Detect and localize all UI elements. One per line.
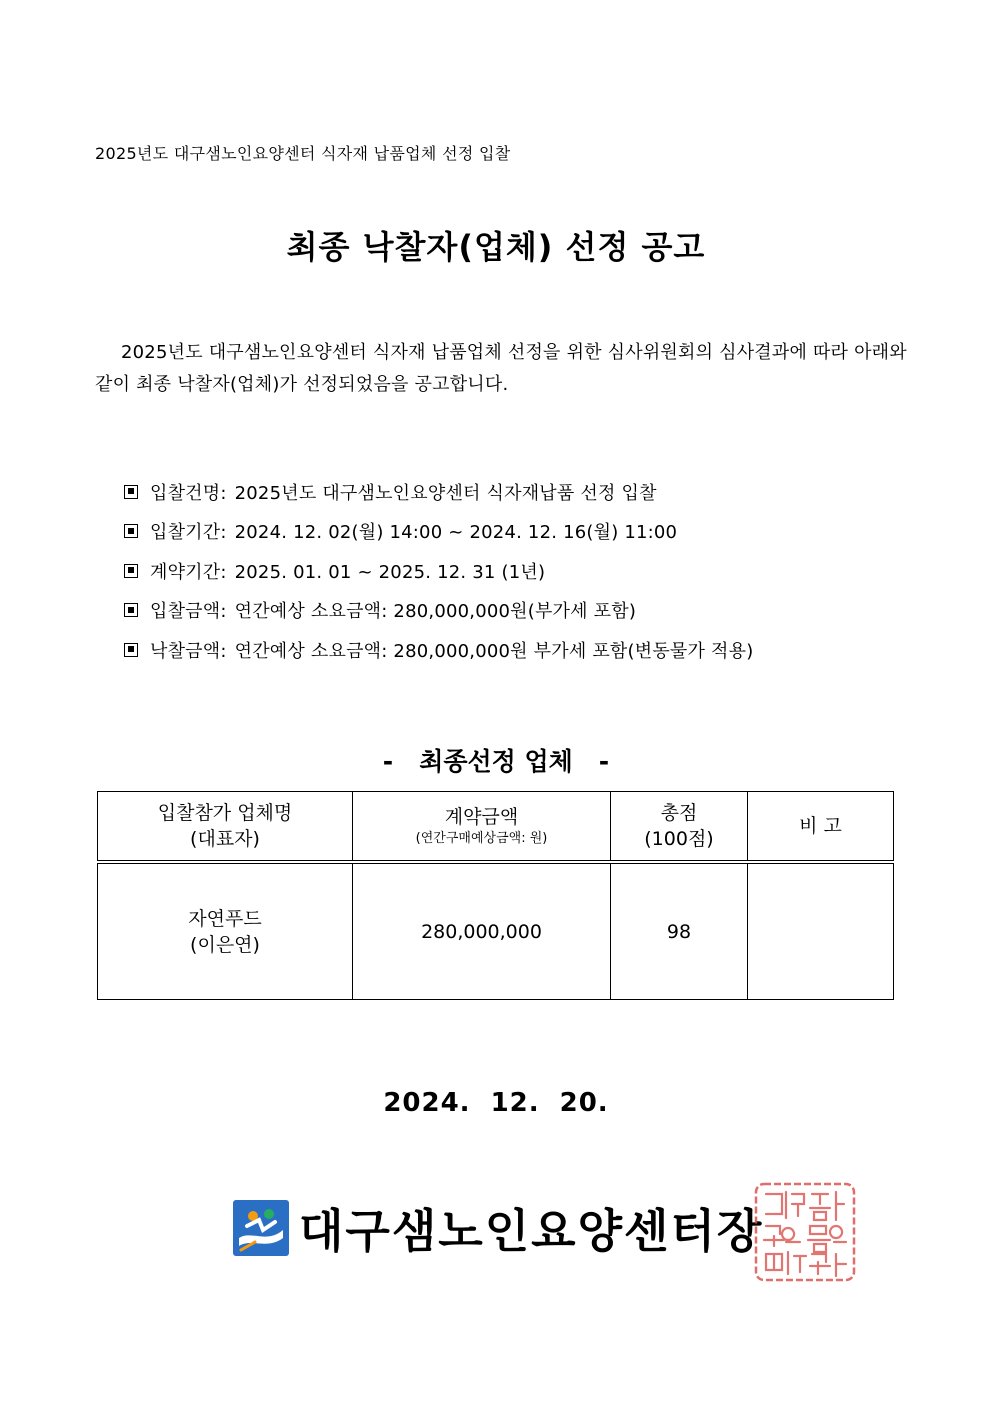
date-month: 12.: [490, 1088, 540, 1118]
page-title: 최종 낙찰자(업체) 선정 공고: [286, 228, 706, 266]
table-row: [98, 862, 894, 1000]
header-amount: [353, 792, 611, 863]
section-title: [0, 742, 992, 778]
cell-amount: 280,000,000: [353, 862, 611, 1000]
item-value: 2025. 01. 01 ~ 2025. 12. 31 (1년): [234, 561, 546, 583]
date-year: 2024.: [383, 1088, 471, 1118]
square-bullet-icon: [124, 564, 138, 578]
announcement-date: [0, 1088, 992, 1118]
item-label: 입찰기간:: [150, 522, 227, 544]
item-label: 입찰건명:: [150, 482, 227, 504]
result-table: [97, 791, 894, 1000]
item-label: 계약기간:: [150, 561, 227, 583]
dash-left: -: [382, 747, 394, 776]
bid-info-list: [124, 472, 753, 670]
square-bullet-icon: [124, 485, 138, 499]
square-bullet-icon: [124, 643, 138, 657]
square-bullet-icon: [124, 524, 138, 538]
header-company-line1: 입찰참가 업체명: [157, 802, 293, 824]
item-label: 입찰금액:: [150, 601, 227, 623]
item-value: 연간예상 소요금액: 280,000,000원 부가세 포함(변동물가 적용): [234, 640, 754, 662]
header-score-line2: (100점): [644, 828, 714, 850]
cell-score: 98: [611, 862, 748, 1000]
header-amount-line2: (연간구매예상금액: 원): [415, 831, 548, 846]
list-item: [124, 512, 753, 552]
list-item: [124, 630, 753, 670]
dash-right: -: [598, 747, 610, 776]
list-item: [124, 551, 753, 591]
section-title-text: 최종선정 업체: [419, 747, 573, 776]
signature-block: [233, 1195, 763, 1261]
document-header: 2025년도 대구샘노인요양센터 식자재 납품업체 선정 입찰: [95, 144, 511, 163]
organization-logo-icon: [233, 1200, 289, 1256]
header-company-line2: (대표자): [190, 828, 260, 850]
intro-paragraph: [95, 337, 910, 401]
header-amount-line1: 계약금액: [444, 806, 519, 828]
cell-company: [98, 862, 353, 1000]
list-item: [124, 472, 753, 512]
item-value: 2025년도 대구샘노인요양센터 식자재납품 선정 입찰: [234, 482, 657, 504]
representative-name: (이은연): [190, 933, 260, 956]
item-label: 낙찰금액:: [150, 640, 227, 662]
item-value: 2024. 12. 02(월) 14:00 ~ 2024. 12. 16(월) 11:00: [234, 522, 678, 544]
header-company: [98, 792, 353, 863]
official-seal-stamp: [752, 1180, 858, 1284]
item-value: 연간예상 소요금액: 280,000,000원(부가세 포함): [234, 601, 637, 623]
square-bullet-icon: [124, 603, 138, 617]
organization-head-name: 대구샘노인요양센터장: [299, 1204, 764, 1258]
header-note: 비 고: [748, 792, 894, 863]
intro-text: 2025년도 대구샘노인요양센터 식자재 납품업체 선정을 위한 심사위원회의 심사결과에 따라 아래와 같이 최종 낙찰자(업체)가 선정되었음을 공고합니다.: [95, 342, 907, 395]
header-score: [611, 792, 748, 863]
company-name: 자연푸드: [188, 907, 262, 930]
header-score-line1: 총점: [660, 802, 698, 824]
date-day: 20.: [559, 1088, 609, 1118]
table-header-row: [98, 792, 894, 863]
list-item: [124, 591, 753, 631]
cell-note: [748, 862, 894, 1000]
